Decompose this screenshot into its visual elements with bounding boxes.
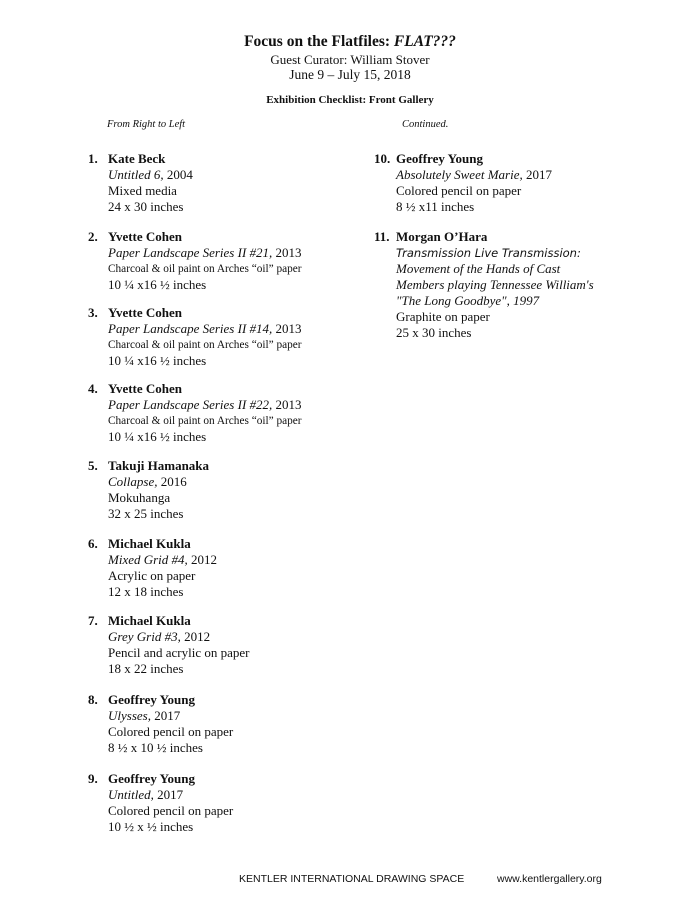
artwork-size: 10 ¼ x16 ½ inches (108, 429, 207, 444)
checklist-heading: Exhibition Checklist: Front Gallery (266, 94, 434, 106)
curator-line: Guest Curator: William Stover (270, 52, 430, 67)
artist-name: Kate Beck (108, 151, 166, 166)
artist-name: Geoffrey Young (108, 771, 196, 786)
left-column-heading: From Right to Left (107, 119, 186, 130)
artwork-size: 8 ½ x 10 ½ inches (108, 740, 203, 755)
artwork-title: Paper Landscape Series II #21, (108, 245, 273, 260)
artwork-title: Members playing Tennessee William's (396, 277, 594, 292)
entry-number: 10. (374, 151, 391, 166)
artwork-title: Untitled 6, (108, 167, 164, 182)
artwork-title: "The Long Goodbye", 1997 (396, 293, 540, 308)
artist-name: Yvette Cohen (108, 381, 183, 396)
checklist-entry (88, 229, 368, 305)
artwork-medium: Colored pencil on paper (108, 724, 234, 739)
artwork-year: 2012 (187, 552, 218, 567)
entry-number: 1. (88, 151, 98, 166)
artwork-medium: Graphite on paper (396, 309, 490, 324)
checklist-entry (88, 613, 368, 692)
entry-number: 6. (88, 536, 98, 551)
artist-name: Geoffrey Young (396, 151, 484, 166)
artwork-medium: Charcoal & oil paint on Arches “oil” paper (108, 415, 302, 427)
entry-number: 11. (374, 229, 390, 244)
artwork-year: 2017 (153, 787, 184, 802)
artwork-medium: Pencil and acrylic on paper (108, 645, 250, 660)
artwork-title: Collapse, (108, 474, 158, 489)
artwork-year: 2016 (157, 474, 187, 489)
entry-number: 2. (88, 229, 98, 244)
artwork-title: Transmission Live Transmission: (396, 246, 581, 260)
artwork-year: 2013 (272, 397, 302, 412)
artwork-year: 2017 (150, 708, 181, 723)
exhibition-dates: June 9 – July 15, 2018 (289, 67, 411, 82)
right-column (374, 151, 674, 341)
footer-organization: KENTLER INTERNATIONAL DRAWING SPACE (239, 873, 465, 885)
checklist-entry (374, 151, 674, 229)
artwork-year: 2013 (272, 321, 302, 336)
entry-number: 4. (88, 381, 98, 396)
entry-number: 7. (88, 613, 98, 628)
artist-name: Michael Kukla (108, 613, 191, 628)
entry-number: 5. (88, 458, 98, 473)
artwork-size: 25 x 30 inches (396, 325, 472, 340)
artwork-medium: Mokuhanga (108, 490, 171, 505)
checklist-entry (88, 458, 368, 536)
artwork-year: 2012 (180, 629, 211, 644)
artwork-title: Absolutely Sweet Marie, (396, 167, 523, 182)
title-main: Focus on the Flatfiles: (244, 33, 394, 50)
artist-name: Yvette Cohen (108, 305, 183, 320)
artwork-year: 2013 (272, 245, 302, 260)
artwork-title: Grey Grid #3, (108, 629, 181, 644)
entry-number: 9. (88, 771, 98, 786)
checklist-entry (88, 771, 368, 835)
artist-name: Michael Kukla (108, 536, 191, 551)
artwork-year: 2004 (163, 167, 193, 182)
checklist-entry (88, 536, 368, 613)
checklist-entry (88, 151, 368, 229)
artist-name: Geoffrey Young (108, 692, 196, 707)
artwork-size: 10 ¼ x16 ½ inches (108, 353, 207, 368)
artwork-title: Paper Landscape Series II #14, (108, 321, 273, 336)
artwork-medium: Acrylic on paper (108, 568, 196, 583)
title-italic: FLAT??? (393, 33, 456, 50)
artist-name: Yvette Cohen (108, 229, 183, 244)
artwork-size: 12 x 18 inches (108, 584, 184, 599)
artwork-size: 8 ½ x11 inches (396, 199, 475, 214)
checklist-entry (88, 692, 368, 771)
artwork-size: 24 x 30 inches (108, 199, 184, 214)
entry-number: 3. (88, 305, 98, 320)
artwork-medium: Charcoal & oil paint on Arches “oil” paper (108, 339, 302, 351)
artwork-title: Movement of the Hands of Cast (396, 261, 561, 276)
artwork-year: 2017 (522, 167, 552, 182)
artwork-medium: Mixed media (108, 183, 177, 198)
artwork-size: 10 ¼ x16 ½ inches (108, 277, 207, 292)
artwork-medium: Colored pencil on paper (108, 803, 234, 818)
artwork-title: Untitled, (108, 787, 154, 802)
right-column-heading: Continued. (402, 119, 449, 130)
artist-name: Morgan O’Hara (396, 229, 488, 244)
artwork-size: 10 ½ x ½ inches (108, 819, 194, 834)
checklist-entry (88, 305, 368, 381)
artwork-size: 18 x 22 inches (108, 661, 184, 676)
artwork-title: Mixed Grid #4, (108, 552, 188, 567)
artwork-size: 32 x 25 inches (108, 506, 184, 521)
artist-name: Takuji Hamanaka (108, 458, 210, 473)
checklist-entry (374, 229, 674, 341)
artwork-medium: Charcoal & oil paint on Arches “oil” paper (108, 263, 302, 275)
entry-number: 8. (88, 692, 98, 707)
left-column (88, 151, 368, 835)
page-title (0, 33, 700, 51)
artwork-medium: Colored pencil on paper (396, 183, 522, 198)
artwork-title: Ulysses, (108, 708, 151, 723)
artwork-title: Paper Landscape Series II #22, (108, 397, 273, 412)
footer-website-link[interactable]: www.kentlergallery.org (497, 873, 602, 885)
checklist-entry (88, 381, 368, 458)
